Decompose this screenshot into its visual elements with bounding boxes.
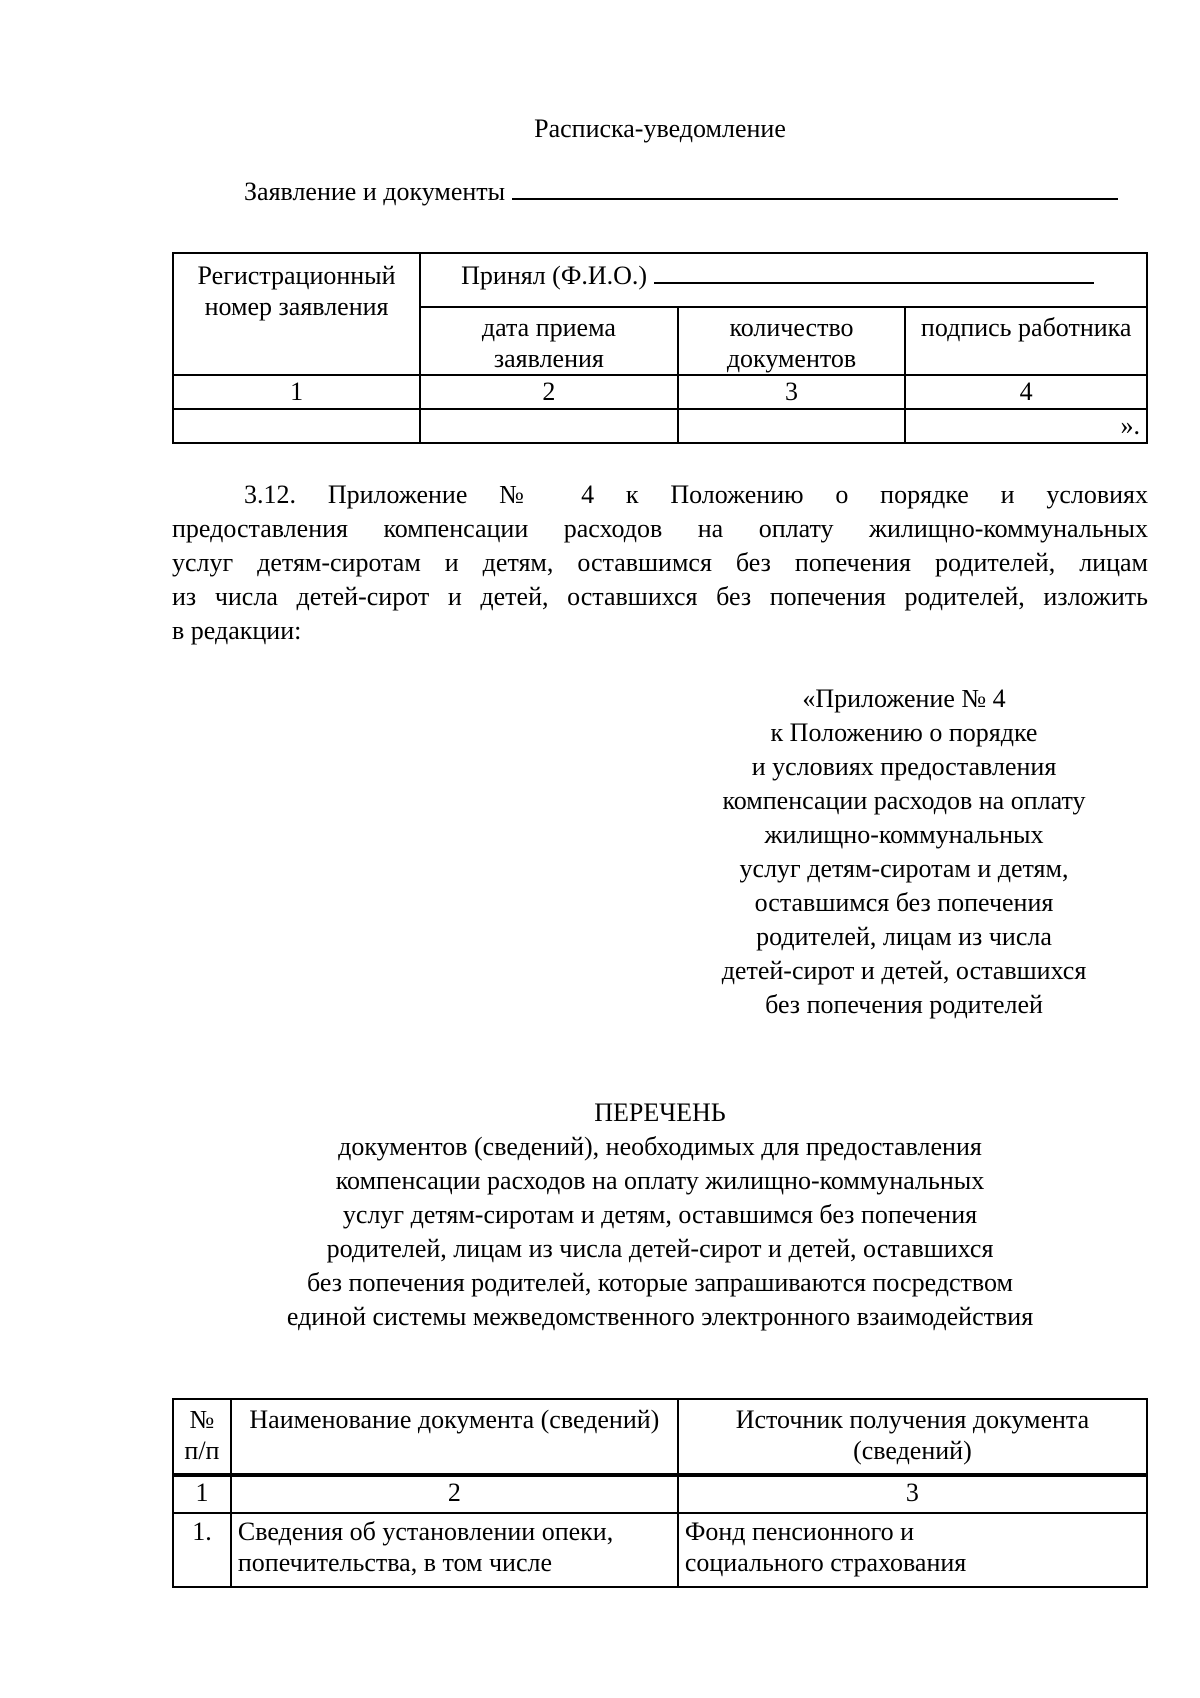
number-cell: 2 <box>231 1475 678 1513</box>
number-cell: 1 <box>173 375 420 409</box>
appendix-line: компенсации расходов на оплату <box>722 786 1086 815</box>
list-title-line: единой системы межведомственного электронного взаимодействия <box>286 1302 1034 1331</box>
appendix-line: оставшимся без попечения <box>754 888 1054 917</box>
appendix-line: детей-сирот и детей, оставшихся <box>721 956 1087 985</box>
appendix-line: без попечения родителей <box>765 990 1043 1019</box>
paragraph-line: предоставления компенсации расходов на оплату жилищно-коммунальных <box>172 514 1148 543</box>
number-cell: 2 <box>420 375 678 409</box>
closing-mark: ». <box>905 409 1147 443</box>
documents-blank <box>512 174 1118 200</box>
list-title-line: компенсации расходов на оплату жилищно-коммунальных <box>335 1166 985 1195</box>
appendix-line: родителей, лицам из числа <box>756 922 1052 951</box>
row-source: Фонд пенсионного и социального страхования <box>678 1513 1147 1587</box>
table-row <box>173 1513 1147 1587</box>
empty-cell <box>173 409 420 443</box>
appendix-line: и условиях предоставления <box>751 752 1057 781</box>
list-title-line: документов (сведений), необходимых для предоставления <box>338 1132 982 1161</box>
col-signature: подпись работника <box>905 307 1147 375</box>
row-name: Сведения об установлении опеки, попечительства, в том числе <box>231 1513 678 1587</box>
number-cell: 3 <box>678 1475 1147 1513</box>
receipt-table <box>172 252 1148 444</box>
list-heading: ПЕРЕЧЕНЬ <box>594 1098 726 1127</box>
list-title <box>172 1096 1148 1334</box>
col-date: дата приема заявления <box>420 307 678 375</box>
appendix-line: услуг детям-сиротам и детям, <box>739 854 1069 883</box>
documents-table <box>172 1398 1148 1588</box>
number-cell: 3 <box>678 375 906 409</box>
accepted-cell <box>420 253 1147 307</box>
documents-line <box>244 174 1118 209</box>
paragraph-line: услуг детям-сиротам и детям, оставшимся без попечения родителей, лицам <box>172 548 1148 577</box>
empty-cell <box>420 409 678 443</box>
paragraph-line: из числа детей-сирот и детей, оставшихся без попечения родителей, изложить <box>172 582 1148 611</box>
empty-cell <box>678 409 906 443</box>
list-title-line: родителей, лицам из числа детей-сирот и детей, оставшихся <box>326 1234 994 1263</box>
paragraph-line: 3.12. Приложение № 4 к Положению о порядке и условиях <box>244 480 1148 509</box>
appendix-line: жилищно-коммунальных <box>764 820 1044 849</box>
list-title-line: без попечения родителей, которые запрашиваются посредством <box>307 1268 1013 1297</box>
appendix-line: к Положению о порядке <box>770 718 1038 747</box>
paragraph-3-12 <box>172 478 1148 648</box>
col-count: количество документов <box>678 307 906 375</box>
accepted-blank <box>654 260 1094 284</box>
list-title-line: услуг детям-сиротам и детям, оставшимся без попечения <box>342 1200 978 1229</box>
header-source: Источник получения документа (сведений) <box>678 1399 1147 1475</box>
number-cell: 1 <box>173 1475 231 1513</box>
header-num: № п/п <box>173 1399 231 1475</box>
documents-label: Заявление и документы <box>244 177 506 206</box>
appendix-header <box>690 682 1118 1022</box>
reg-number-header: Регистрационный номер заявления <box>173 253 420 375</box>
number-cell: 4 <box>905 375 1147 409</box>
row-num: 1. <box>173 1513 231 1587</box>
paragraph-line: в редакции: <box>172 616 302 645</box>
appendix-line: «Приложение № 4 <box>802 684 1006 713</box>
receipt-title: Расписка-уведомление <box>534 114 786 143</box>
header-name: Наименование документа (сведений) <box>231 1399 678 1475</box>
accepted-label: Принял (Ф.И.О.) <box>461 261 648 290</box>
